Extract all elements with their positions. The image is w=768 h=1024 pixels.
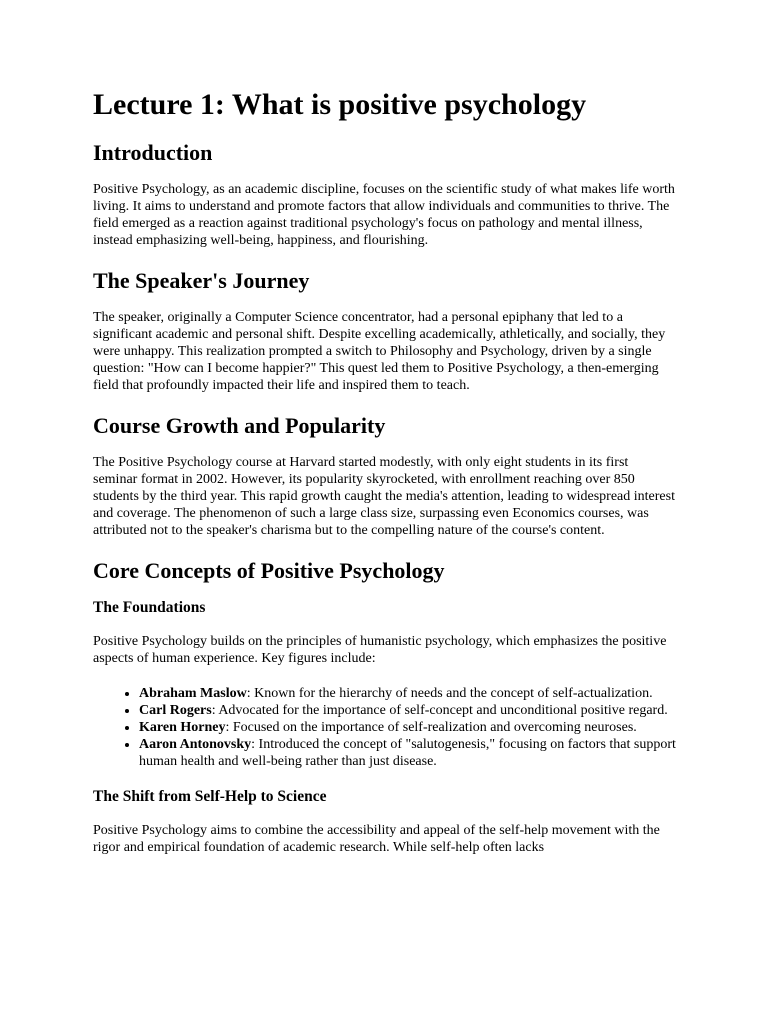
figure-description: : Focused on the importance of self-realization and overcoming neuroses. xyxy=(225,720,637,735)
section-paragraph-introduction: Positive Psychology, as an academic discipline, focuses on the scientific study of what makes life worth living. It aims to understand and promote factors that allow individuals and communities to thrive. The field emerged as a reaction against traditional psychology's focus on pathology and mental illness, instead emphasizing well-being, happiness, and flourishing. xyxy=(93,182,675,248)
list-item xyxy=(139,736,676,770)
figure-name: Aaron Antonovsky xyxy=(139,737,252,752)
paragraph-foundations: Positive Psychology builds on the principles of humanistic psychology, which emphasizes the positive aspects of human experience. Key figures include: xyxy=(93,634,667,666)
key-figures-list xyxy=(93,685,676,770)
figure-name: Abraham Maslow xyxy=(139,686,247,701)
section-paragraph-course-growth: The Positive Psychology course at Harvard started modestly, with only eight students in its first seminar format in 2002. However, its popularity skyrocketed, with enrollment reaching over 850 students by the third year. This rapid growth caught the media's attention, leading to widespread interest and coverage. The phenomenon of such a large class size, surpassing even Economics courses, was attributed not to the speaker's charisma but to the compelling nature of the course's content. xyxy=(93,455,675,538)
figure-description: : Advocated for the importance of self-concept and unconditional positive regard. xyxy=(211,703,668,718)
figure-name: Carl Rogers xyxy=(139,703,212,718)
section-heading-speakers-journey: The Speaker's Journey xyxy=(93,268,310,293)
figure-description: : Known for the hierarchy of needs and the concept of self-actualization. xyxy=(246,686,653,701)
subheading-shift-self-help: The Shift from Self-Help to Science xyxy=(93,788,327,805)
list-item xyxy=(139,702,676,719)
section-heading-course-growth: Course Growth and Popularity xyxy=(93,413,386,438)
figure-description: : Introduced the concept of "salutogenesis," focusing on factors that support human health and well-being rather than just disease. xyxy=(139,737,676,769)
list-item xyxy=(139,719,676,736)
document-title: Lecture 1: What is positive psychology xyxy=(93,88,587,121)
subheading-foundations: The Foundations xyxy=(93,599,206,616)
paragraph-shift-self-help: Positive Psychology aims to combine the accessibility and appeal of the self-help movement with the rigor and empirical foundation of academic research. While self-help often lacks xyxy=(93,823,660,855)
section-heading-core-concepts: Core Concepts of Positive Psychology xyxy=(93,558,445,583)
section-paragraph-speakers-journey: The speaker, originally a Computer Science concentrator, had a personal epiphany that led to a significant academic and personal shift. Despite excelling academically, athletically, and socially, they were unhappy. This realization prompted a switch to Philosophy and Psychology, driven by a single question: "How can I become happier?" This quest led them to Positive Psychology, a then-emerging field that profoundly impacted their life and inspired them to teach. xyxy=(93,310,666,393)
list-item xyxy=(139,685,676,702)
figure-name: Karen Horney xyxy=(139,720,226,735)
section-heading-introduction: Introduction xyxy=(93,140,213,165)
